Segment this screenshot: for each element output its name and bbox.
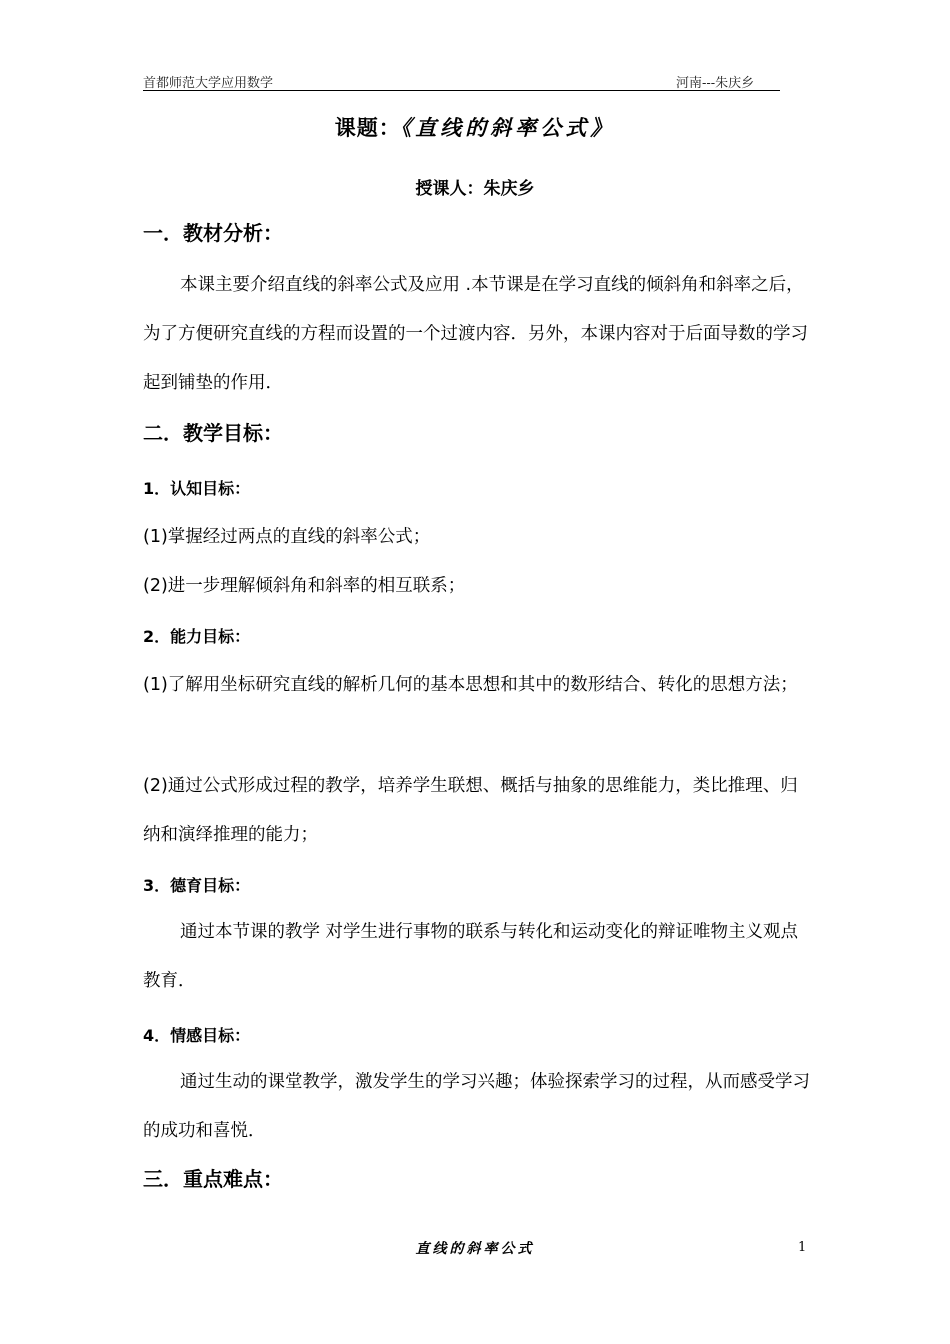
title-name: 《直线的斜率公式》 <box>400 115 616 140</box>
title-prefix: 课题： <box>334 116 401 140</box>
ability-goal-item-1: (1)了解用坐标研究直线的解析几何的基本思想和其中的数形结合、转化的思想方法； <box>143 675 798 695</box>
emotion-goal-paragraph: 通过生动的课堂教学，激发学生的学习兴趣；体验探索学习的过程，从而感受学习的成功和喜悦． <box>143 1072 810 1141</box>
moral-goal-heading: 3．德育目标： <box>143 876 251 895</box>
section-heading-1: 一．教材分析： <box>143 221 283 245</box>
ability-goal-heading: 2．能力目标： <box>143 627 251 646</box>
cognitive-goal-heading: 1．认知目标： <box>143 479 251 498</box>
footer-title: 直线的斜率公式 <box>415 1241 535 1257</box>
page-header <box>143 68 780 91</box>
moral-goal-paragraph: 通过本节课的教学 对学生进行事物的联系与转化和运动变化的辩证唯物主义观点教育． <box>143 922 799 991</box>
section-heading-3: 三．重点难点： <box>143 1167 283 1191</box>
teacher-line: 授课人：朱庆乡 <box>415 179 535 199</box>
header-left: 首都师范大学应用数学 <box>143 76 274 91</box>
ability-goal-item-2: (2)通过公式形成过程的教学，培养学生联想、概括与抽象的思维能力，类比推理、归纳和演绎推理的能力； <box>143 776 798 845</box>
emotion-goal-heading: 4．情感目标： <box>143 1026 251 1045</box>
lesson-title <box>0 112 950 142</box>
section1-paragraph: 本课主要介绍直线的斜率公式及应用 .本节课是在学习直线的倾斜角和斜率之后，为了方便研究直线的方程而设置的一个过渡内容．另外，本课内容对于后面导数的学习起到铺垫的作用． <box>143 275 808 393</box>
page-number: 1 <box>798 1240 807 1255</box>
cognitive-goal-item-1: (1)掌握经过两点的直线的斜率公式； <box>143 527 431 547</box>
section-heading-2: 二．教学目标： <box>143 421 283 445</box>
cognitive-goal-item-2: (2)进一步理解倾斜角和斜率的相互联系； <box>143 576 466 596</box>
header-right: 河南---朱庆乡 <box>676 76 755 91</box>
